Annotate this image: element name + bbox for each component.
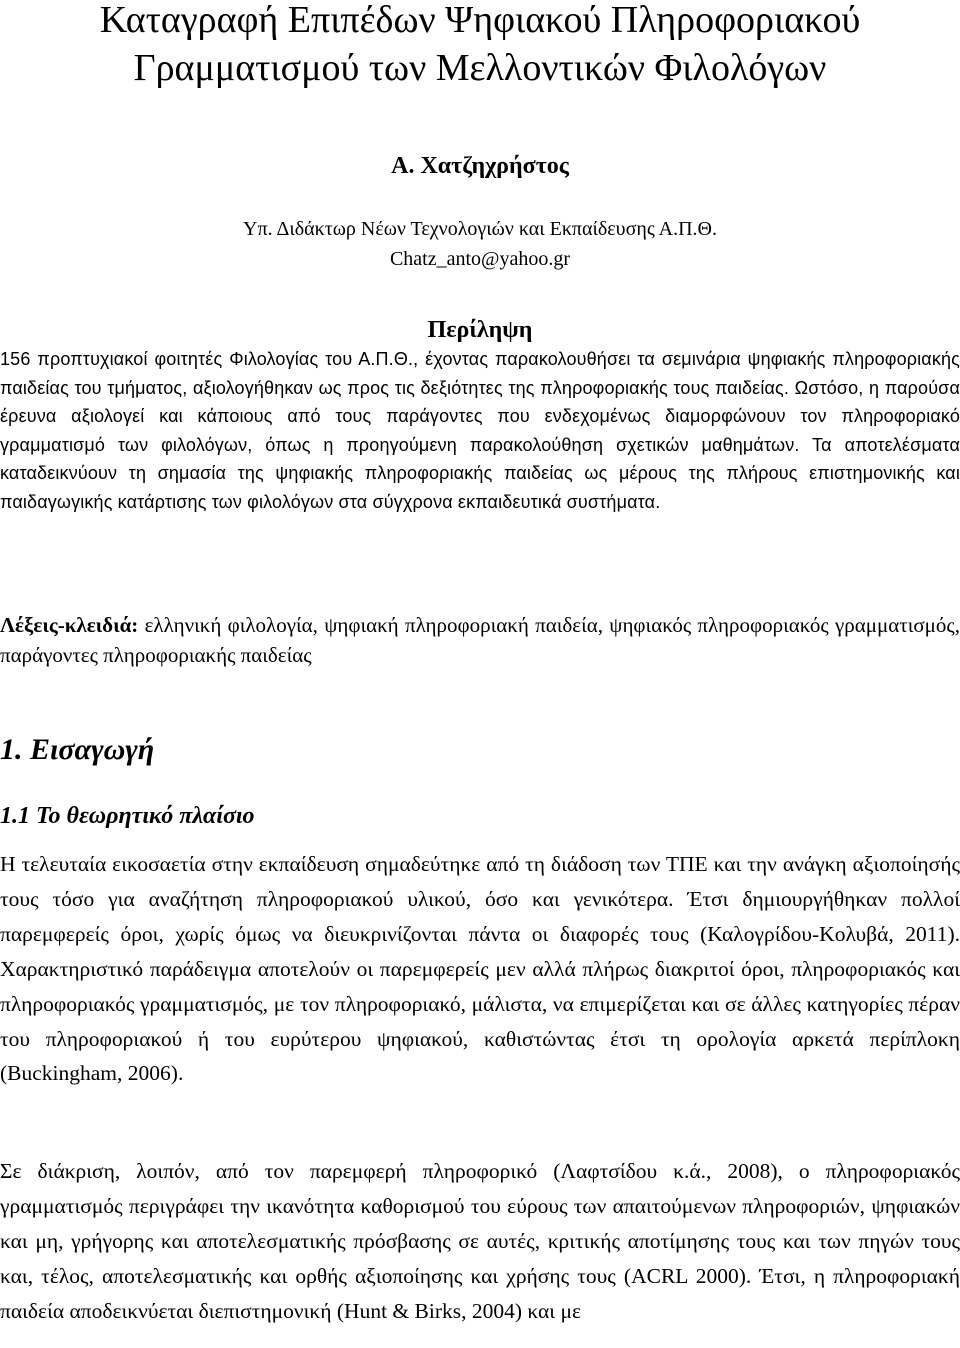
body-paragraph-1: Η τελευταία εικοσαετία στην εκπαίδευση σημαδεύτηκε από τη διάδοση των ΤΠΕ και την ανάγκη αξιοποίησής τους τόσο για αναζήτηση πληροφοριακού υλικού, όσο και γενικότερα. Έτσι δημιουργήθηκαν πολλοί παρεμφερείς όροι, χωρίς όμως να διευκρινίζονται πάντα οι διαφορές τους (Καλογρίδου-Κολυβά, 2011). Χαρακτηριστικό παράδειγμα αποτελούν οι παρεμφερείς μεν αλλά πλήρως διακριτοί όροι, πληροφοριακός και πληροφοριακός γραμματισμός, με τον πληροφοριακό, μάλιστα, να επιμερίζεται και σε άλλες κατηγορίες πέραν του πληροφοριακού ή του ευρύτερου ψηφιακού, καθιστώντας έτσι τη ορολογία αρκετά περίπλοκη (Buckingham, 2006). <box>0 852 960 1086</box>
section-heading: 1. Εισαγωγή <box>0 733 155 766</box>
subsection-heading: 1.1 Το θεωρητικό πλαίσιο <box>0 803 255 829</box>
paper-title-line-2: Γραμματισμού των Μελλοντικών Φιλολόγων <box>133 47 827 89</box>
author-name: Α. Χατζηχρήστος <box>391 153 569 179</box>
abstract-text: 156 προπτυχιακοί φοιτητές Φιλολογίας του Α.Π.Θ., έχοντας παρακολουθήσει τα σεμινάρια ψηφιακής πληροφοριακής παιδείας του τμήματος, αξιολογήθηκαν ως προς τις δεξιότητες της πληροφοριακής τους παιδείας. Ωστόσο, η παρούσα έρευνα αξιολογεί και κάποιους από τους παράγοντες που ενδεχομένως διαμορφώνουν τον πληροφοριακό γραμματισμό των φιλολόγων, όπως η προηγούμενη παρακολούθηση σχετικών μαθημάτων. Τα αποτελέσματα καταδεικνύουν τη σημασία της ψηφιακής πληροφοριακής παιδείας ως μέρους της πλήρους επιστημονικής και παιδαγωγικής κατάρτισης των φιλολόγων στα σύγχρονα εκπαιδευτικά συστήματα. <box>0 349 960 512</box>
paper-title <box>0 0 960 92</box>
keywords-label: Λέξεις-κλειδιά: <box>0 613 139 637</box>
body-paragraph-2: Σε διάκριση, λοιπόν, από τον παρεμφερή πληροφορικό (Λαφτσίδου κ.ά., 2008), ο πληροφοριακός γραμματισμός περιγράφει την ικανότητα καθορισμού του εύρους των απαιτούμενων πληροφοριών, ψηφιακών και μη, γρήγορης και αποτελεσματικής πρόσβασης σε αυτές, κριτικής αποτίμησης τους και των πηγών τους και, τέλος, αποτελεσματικής και ορθής αξιοποίησης και χρήσης τους (ACRL 2000). Έτσι, η πληροφοριακή παιδεία αποδεικνύεται διεπιστημονική (Hunt & Birks, 2004) και με <box>0 1159 960 1323</box>
paper-title-line-1: Καταγραφή Επιπέδων Ψηφιακού Πληροφοριακού <box>99 0 861 41</box>
author-affiliation: Υπ. Διδάκτωρ Νέων Τεχνολογιών και Εκπαίδευσης Α.Π.Θ. <box>243 218 717 240</box>
author-email: Chatz_anto@yahoo.gr <box>389 248 571 270</box>
keywords-text: ελληνική φιλολογία, ψηφιακή πληροφοριακή παιδεία, ψηφιακός πληροφοριακός γραμματισμός, παράγοντες πληροφοριακής παιδείας <box>0 613 960 667</box>
abstract-heading: Περίληψη <box>427 317 533 343</box>
keywords-paragraph <box>0 610 960 670</box>
author-affiliation-block <box>0 214 960 274</box>
